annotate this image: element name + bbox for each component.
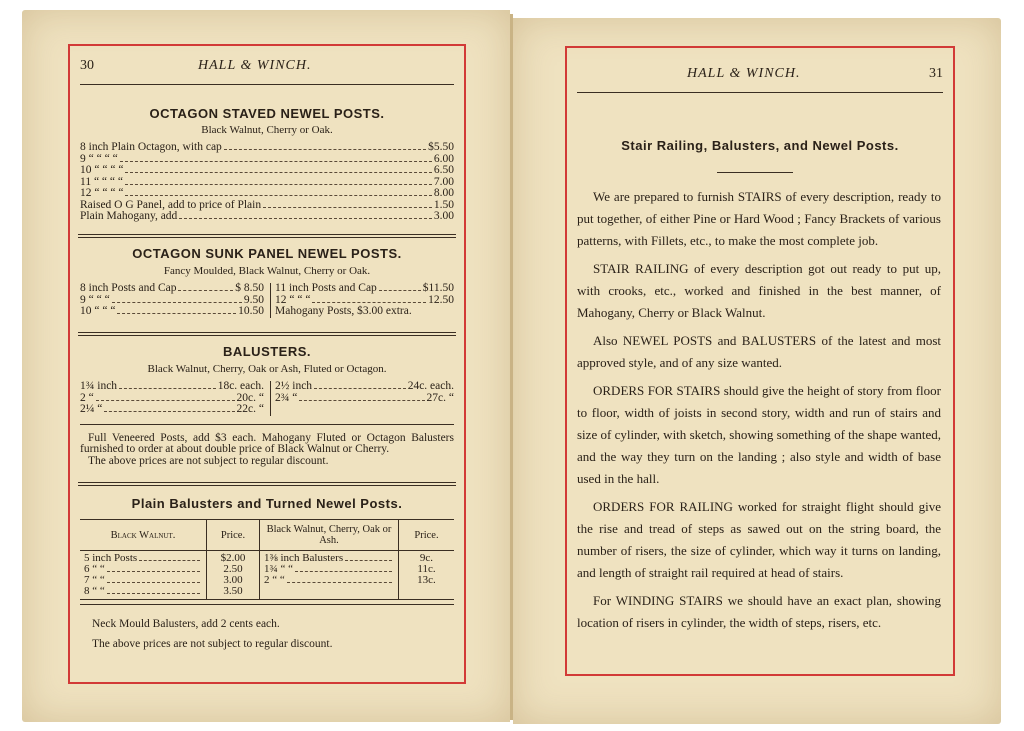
running-head-title: HALL & WINCH. xyxy=(687,66,801,81)
item-label: 12 “ “ “ xyxy=(275,293,311,306)
item-price: 24c. each. xyxy=(407,380,454,392)
note-text: Neck Mould Balusters, add 2 cents each. xyxy=(92,618,280,630)
note-rule xyxy=(80,604,454,605)
item-price: $5.50 xyxy=(428,141,454,153)
table-cell-line: 3.00 xyxy=(223,574,243,586)
note-text: The above prices are not subject to regular discount. xyxy=(88,454,329,467)
item-label: Plain Mahogany, add xyxy=(80,210,178,222)
leader-dots xyxy=(224,149,426,150)
item-label: 2 “ xyxy=(80,391,94,404)
paragraph: Also NEWEL POSTS and BALUSTERS of the latest and most approved style, and of any size wanted. xyxy=(577,333,941,370)
paragraph: ORDERS FOR STAIRS should give the height of story from floor to floor, width of joists in second story, width and run of stairs and size of cylinder, with sketch, showing something of the shape wanted, and the way they turn on the landing ; also style and width of base used in the hall. xyxy=(577,383,941,486)
item-price: 6.00 xyxy=(433,152,454,165)
table-header: Price. xyxy=(207,520,260,551)
price-columns xyxy=(80,381,454,416)
leader-dots xyxy=(107,593,200,594)
price-table xyxy=(80,519,454,600)
leader-dots xyxy=(299,400,424,401)
header-rule xyxy=(577,92,943,93)
right-page-frame xyxy=(565,46,955,676)
price-row xyxy=(275,306,454,318)
section-octagon-sunk-panel xyxy=(80,246,454,318)
section-plain-balusters xyxy=(80,496,454,650)
price-list-left xyxy=(80,283,271,318)
price-row xyxy=(80,142,454,154)
paragraph: For WINDING STAIRS we should have an exact plan, showing location of risers in cylinder, the width of steps, risers, etc. xyxy=(577,593,941,630)
section-title: Plain Balusters and Turned Newel Posts. xyxy=(131,496,403,511)
price-row xyxy=(80,188,454,200)
section-divider xyxy=(78,234,456,238)
item-label: 8 inch Posts and Cap xyxy=(80,282,177,294)
page-number: 31 xyxy=(929,66,943,81)
leader-dots xyxy=(125,184,432,185)
leader-dots xyxy=(125,195,431,196)
price-row xyxy=(80,177,454,189)
table-cell-line: 11c. xyxy=(417,563,436,575)
leader-dots xyxy=(112,302,242,303)
item-price: $11.50 xyxy=(422,282,454,294)
right-running-head xyxy=(567,66,953,88)
leader-dots xyxy=(104,411,234,412)
note-rule xyxy=(80,424,454,425)
table-cell xyxy=(399,551,455,600)
price-row xyxy=(80,211,454,223)
title-rule xyxy=(717,172,793,173)
leader-dots xyxy=(312,302,426,303)
table-cell-line: $2.00 xyxy=(220,552,246,564)
item-price: 18c. each. xyxy=(217,380,264,392)
section-title: OCTAGON SUNK PANEL NEWEL POSTS. xyxy=(132,246,402,261)
leader-dots xyxy=(125,172,431,173)
section-octagon-staved xyxy=(80,106,454,223)
item-label: 7 “ “ xyxy=(84,574,105,586)
section-divider xyxy=(78,482,456,486)
table-cell-line: 2.50 xyxy=(223,563,243,575)
note-text: Full Veneered Posts, add $3 each. Mahogany Fluted or Octagon Balusters furnished to order at about double price of Black Walnut or Cherry. xyxy=(80,431,454,455)
item-price: $ 8.50 xyxy=(235,282,264,294)
price-list-left xyxy=(80,381,271,416)
price-list-right xyxy=(271,381,454,416)
item-price: 8.00 xyxy=(433,187,454,199)
leader-dots xyxy=(295,571,392,572)
item-label: Mahogany Posts, $3.00 extra. xyxy=(275,305,412,317)
item-label: 12 “ “ “ “ xyxy=(80,187,124,199)
price-row xyxy=(275,393,454,405)
leader-dots xyxy=(263,207,432,208)
item-price: 3.00 xyxy=(433,210,454,222)
item-label: 1¾ “ “ xyxy=(264,563,294,575)
price-columns xyxy=(80,283,454,318)
body-text xyxy=(577,186,941,640)
table-header: Black Walnut. xyxy=(80,520,207,551)
item-label: 2½ inch xyxy=(275,380,313,392)
section-subtitle: Black Walnut, Cherry or Oak. xyxy=(201,124,333,136)
item-label: 11 inch Posts and Cap xyxy=(275,282,377,294)
item-price: 7.00 xyxy=(433,175,454,188)
table-cell xyxy=(80,551,207,600)
table-cell-line: 9c. xyxy=(419,552,434,564)
item-label: 11 “ “ “ “ xyxy=(80,175,123,188)
leader-dots xyxy=(107,582,200,583)
item-label: 8 “ “ xyxy=(84,585,105,597)
table-cell-line: 3.50 xyxy=(223,585,243,597)
left-page xyxy=(22,10,510,722)
right-page xyxy=(513,18,1001,724)
table-cell-line xyxy=(84,586,202,597)
price-row xyxy=(80,381,264,393)
item-label: 1⅜ inch Balusters xyxy=(264,552,344,564)
table-row xyxy=(80,551,454,600)
item-price: 27c. “ xyxy=(426,391,454,404)
price-row xyxy=(80,283,264,295)
price-row xyxy=(80,165,454,177)
page-number: 30 xyxy=(80,58,94,73)
leader-dots xyxy=(107,571,200,572)
item-label: 2¾ “ xyxy=(275,391,298,404)
item-price: 20c. “ xyxy=(236,391,264,404)
paragraph: STAIR RAILING of every description got out ready to put up, with crooks, etc., worked and finished in the best manner, of Mahogany, Cherry or Black Walnut. xyxy=(577,261,941,320)
price-row xyxy=(275,283,454,295)
section-subtitle: Fancy Moulded, Black Walnut, Cherry or Oak. xyxy=(163,265,371,277)
page-title: Stair Railing, Balusters, and Newel Posts. xyxy=(621,138,899,153)
item-label: 8 inch Plain Octagon, with cap xyxy=(80,141,222,153)
item-price: 22c. “ xyxy=(236,403,264,415)
item-label: 2¼ “ xyxy=(80,403,103,415)
table-cell xyxy=(207,551,260,600)
item-label: Raised O G Panel, add to price of Plain xyxy=(80,198,262,211)
header-rule xyxy=(80,84,454,85)
item-label: 10 “ “ “ “ xyxy=(80,164,124,176)
section-title: BALUSTERS. xyxy=(222,344,312,359)
item-label: 10 “ “ “ xyxy=(80,305,116,317)
item-label: 1¾ inch xyxy=(80,380,118,392)
price-list xyxy=(80,142,454,223)
leader-dots xyxy=(379,290,421,291)
leader-dots xyxy=(178,290,233,291)
section-divider xyxy=(78,332,456,336)
paragraph: ORDERS FOR RAILING worked for straight flight should give the rise and tread of steps as sawed out on the string board, the number of risers, the size of cylinder, which way it turns on landing, and length of straight rail required at head of stairs. xyxy=(577,499,941,580)
leader-dots xyxy=(139,560,200,561)
item-price: 9.50 xyxy=(243,293,264,306)
section-balusters xyxy=(80,344,454,467)
price-row xyxy=(80,154,454,166)
table-cell-line xyxy=(264,575,394,586)
item-label: 5 inch Posts xyxy=(84,552,138,564)
left-running-head xyxy=(70,58,464,80)
item-label: 9 “ “ “ xyxy=(80,293,110,306)
item-price: 12.50 xyxy=(428,293,454,306)
table-cell xyxy=(260,551,399,600)
item-price: 1.50 xyxy=(433,198,454,211)
item-price: 10.50 xyxy=(238,305,264,317)
price-row xyxy=(275,381,454,393)
item-label: 6 “ “ xyxy=(84,563,105,575)
leader-dots xyxy=(120,161,432,162)
item-label: 9 “ “ “ “ xyxy=(80,152,118,165)
section-subtitle: Black Walnut, Cherry, Oak or Ash, Fluted or Octagon. xyxy=(147,363,387,375)
table-header: Black Walnut, Cherry, Oak or Ash. xyxy=(260,520,399,551)
item-label: 2 “ “ xyxy=(264,574,285,586)
running-head-title: HALL & WINCH. xyxy=(198,58,312,73)
note-text: The above prices are not subject to regular discount. xyxy=(92,637,333,650)
leader-dots xyxy=(119,388,216,389)
price-row xyxy=(80,306,264,318)
item-price: 6.50 xyxy=(433,164,454,176)
leader-dots xyxy=(314,388,406,389)
leader-dots xyxy=(287,582,392,583)
table-header: Price. xyxy=(399,520,455,551)
section-title: OCTAGON STAVED NEWEL POSTS. xyxy=(149,106,385,121)
leader-dots xyxy=(96,400,235,401)
price-list-right xyxy=(271,283,454,318)
leader-dots xyxy=(117,313,236,314)
left-page-frame xyxy=(68,44,466,684)
leader-dots xyxy=(179,218,432,219)
leader-dots xyxy=(345,560,392,561)
table-cell-line: 13c. xyxy=(417,574,436,586)
paragraph: We are prepared to furnish STAIRS of every description, ready to put together, of either Pine or Hard Wood ; Fancy Brackets of various patterns, with Fillets, etc., to make the most complete job. xyxy=(577,189,941,248)
price-row xyxy=(80,404,264,416)
